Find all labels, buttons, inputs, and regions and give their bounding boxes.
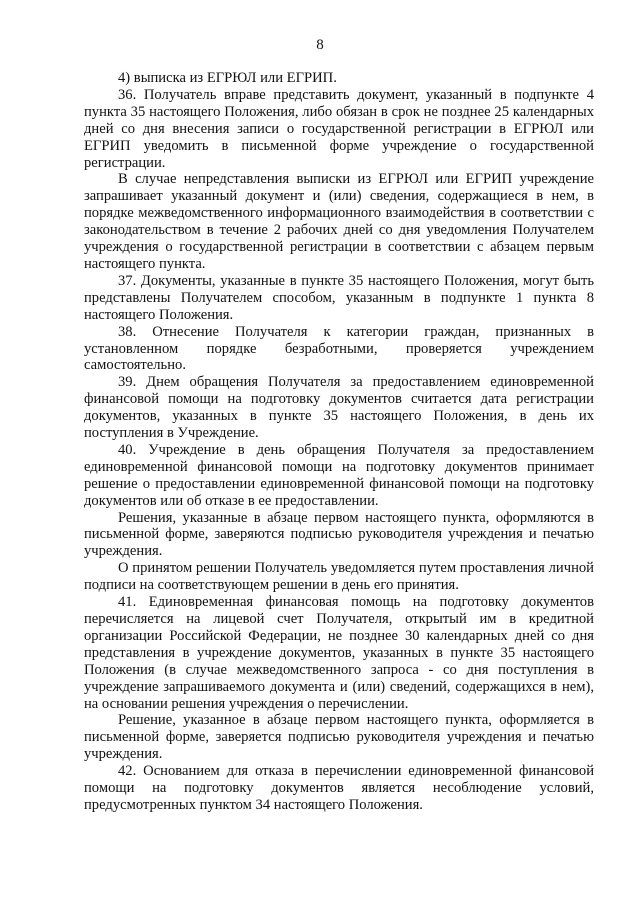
paragraph-41: 41. Единовременная финансовая помощь на подготовку документов перечисляется на лицевой счет Получателя, открытый им в кредитной организации Российской Федерации, не позднее 30 календарных дней со дня представления в учреждение документов, указанных в пункте 35 настоящего Положения (в случае межведомственного запроса - со дня поступления в учреждение запрашиваемого документа и (или) сведений, содержащихся в нем), на основании решения учреждения о перечислении. <box>84 594 594 712</box>
document-body <box>84 70 594 814</box>
paragraph-39: 39. Днем обращения Получателя за предоставлением единовременной финансовой помощи на подготовку документов считается дата регистрации документов, указанных в пункте 35 настоящего Положения, в день их поступления в Учреждение. <box>84 374 594 442</box>
page-number: 8 <box>316 37 324 53</box>
paragraph-36: 36. Получатель вправе представить документ, указанный в подпункте 4 пункта 35 настоящего Положения, либо обязан в срок не позднее 25 календарных дней со дня внесения записи о государственной регистрации в ЕГРЮЛ или ЕГРИП уведомить в письменной форме учреждение о государственной регистрации. <box>84 86 594 171</box>
paragraph-40: 40. Учреждение в день обращения Получателя за предоставлением единовременной финансовой помощи на подготовку документов принимает решение о предоставлении единовременной финансовой помощи на подготовку документов или об отказе в ее предоставлении. <box>84 441 594 509</box>
paragraph-40-notification: О принятом решении Получатель уведомляется путем проставления личной подписи на соответствующем решении в день его принятия. <box>84 560 594 594</box>
paragraph-item-4: 4) выписка из ЕГРЮЛ или ЕГРИП. <box>118 70 337 86</box>
paragraph-38: 38. Отнесение Получателя к категории граждан, признанных в установленном порядке безработными, проверяется учреждением самостоятельно. <box>84 323 594 374</box>
paragraph-41-decision: Решение, указанное в абзаце первом настоящего пункта, оформляется в письменной форме, заверяется подписью руководителя учреждения и печатью учреждения. <box>84 712 594 763</box>
paragraph-36-continued: В случае непредставления выписки из ЕГРЮЛ или ЕГРИП учреждение запрашивает указанный документ и (или) сведения, содержащиеся в нем, в порядке межведомственного информационного взаимодействия в соответствии с законодательством в течение 2 рабочих дней со дня уведомления Получателем учреждения о государственной регистрации в соответствии с абзацем первым настоящего пункта. <box>84 171 594 272</box>
paragraph-37: 37. Документы, указанные в пункте 35 настоящего Положения, могут быть представлены Получателем способом, указанным в подпункте 1 пункта 8 настоящего Положения. <box>84 272 594 323</box>
paragraph-42: 42. Основанием для отказа в перечислении единовременной финансовой помощи на подготовку документов является несоблюдение условий, предусмотренных пунктом 34 настоящего Положения. <box>84 763 594 813</box>
paragraph-40-decisions: Решения, указанные в абзаце первом настоящего пункта, оформляются в письменной форме, заверяются подписью руководителя учреждения и печатью учреждения. <box>84 509 594 560</box>
